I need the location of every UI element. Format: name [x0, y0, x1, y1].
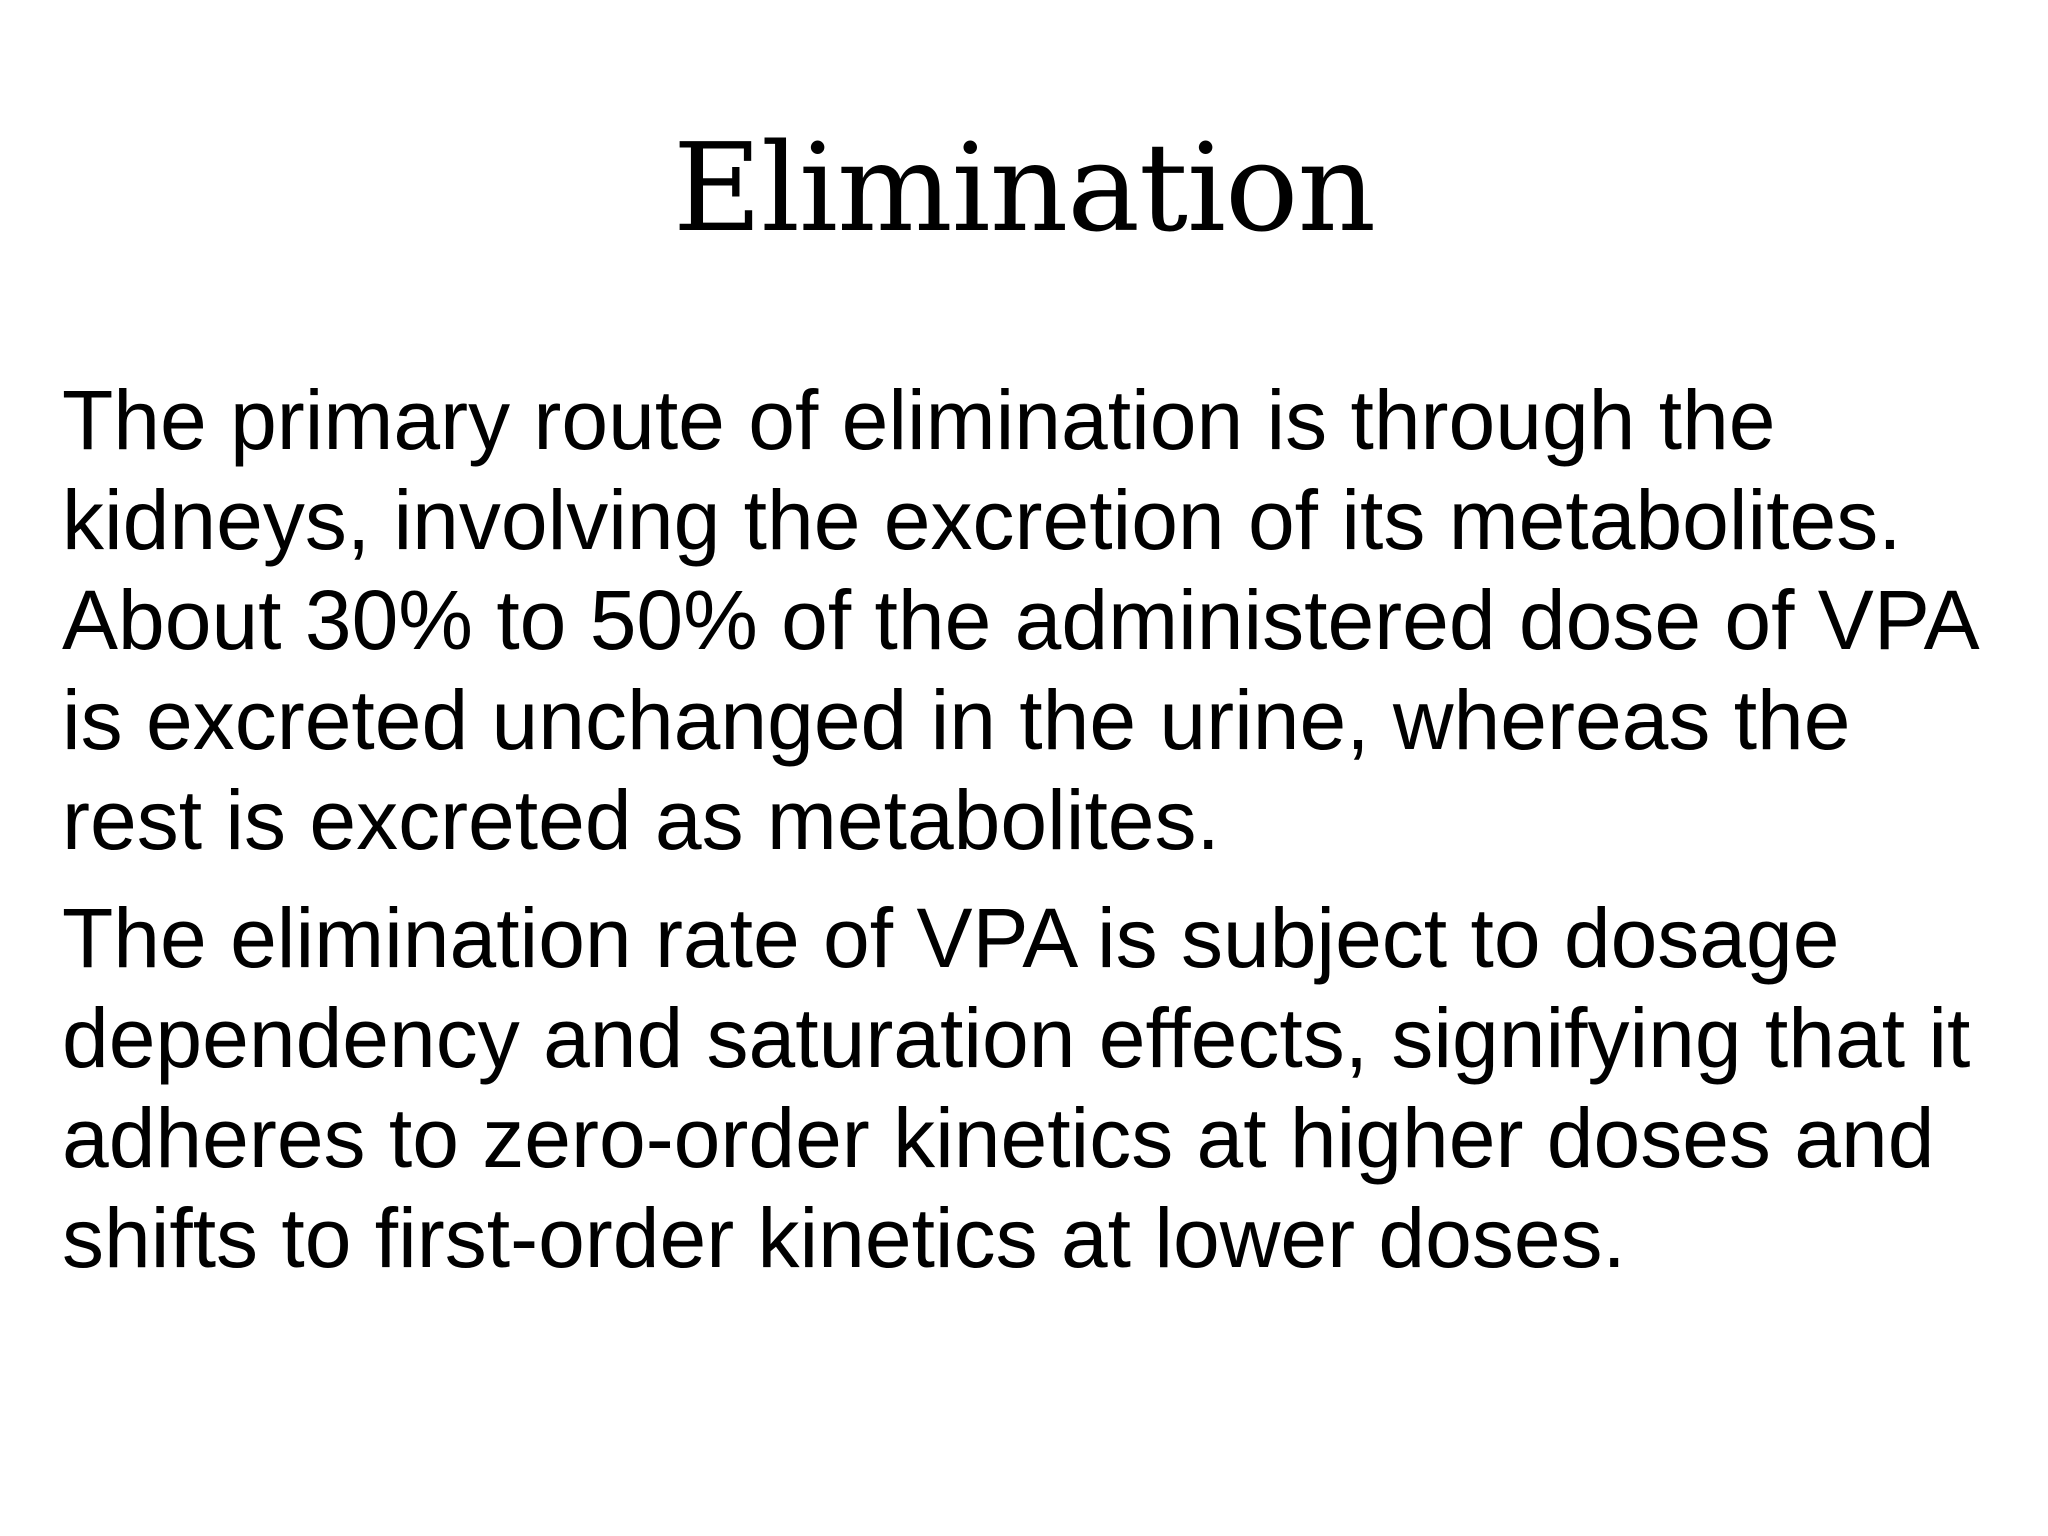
slide-title: Elimination	[672, 117, 1376, 259]
body-paragraph-elimination-route: The primary route of elimination is through the kidneys, involving the excretion of its metabolites. About 30% to 50% of the administered dose of VPA is excreted unchanged in the urine, whereas the rest is excreted as metabolites.	[62, 373, 1976, 867]
body-paragraph-elimination-rate: The elimination rate of VPA is subject to dosage dependency and saturation effects, signifying that it adheres to zero-order kinetics at higher doses and shifts to first-order kinetics at lower doses.	[62, 891, 1971, 1285]
slide-body	[62, 370, 1992, 1306]
